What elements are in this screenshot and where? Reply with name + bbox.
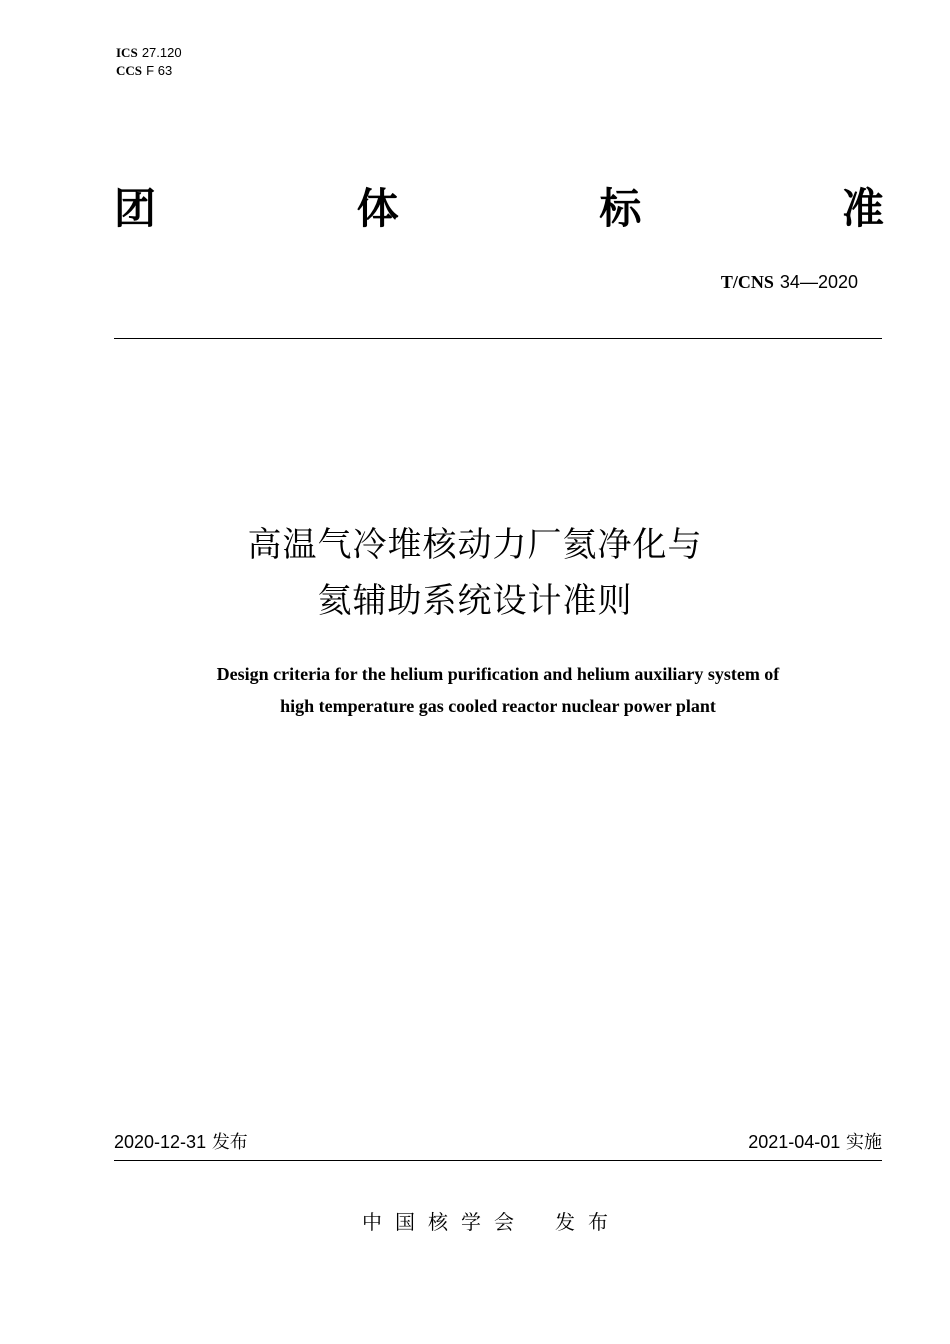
publish-date (114, 1128, 248, 1154)
implement-date (748, 1128, 882, 1154)
title-chinese-line-1: 高温气冷堆核动力厂氦净化与 (247, 525, 703, 565)
publish-date-label: 发布 (211, 1132, 248, 1153)
title-english-line-1: Design criteria for the helium purification and helium auxiliary system of (216, 664, 780, 684)
classification-codes (116, 44, 182, 80)
top-divider (114, 338, 882, 339)
issuing-organization (362, 1206, 621, 1235)
doc-type-char: 团 (114, 184, 157, 233)
doc-type-char: 标 (599, 184, 642, 233)
publish-date-value: 2020-12-31 (114, 1132, 207, 1152)
implement-date-label: 实施 (846, 1132, 882, 1153)
document-type-heading (114, 180, 884, 238)
issuer-action: 发布 (555, 1210, 621, 1234)
ccs-value: F 63 (146, 63, 173, 78)
doc-type-char: 准 (841, 184, 884, 233)
doc-type-char: 体 (356, 184, 399, 233)
bottom-divider (114, 1160, 882, 1161)
title-english-line-2: high temperature gas cooled reactor nuclear power plant (280, 696, 716, 716)
issuer-name: 中国核学会 (362, 1210, 527, 1234)
ics-value: 27.120 (141, 45, 182, 60)
implement-date-value: 2021-04-01 (748, 1132, 841, 1152)
standard-number-code: 34—2020 (779, 272, 858, 292)
standard-number (721, 272, 858, 293)
ics-code (116, 44, 182, 62)
title-chinese-line-2: 氦辅助系统设计准则 (317, 581, 633, 621)
ics-label: ICS (116, 45, 138, 60)
standard-number-prefix: T/CNS (720, 272, 774, 292)
ccs-label: CCS (116, 63, 143, 78)
ccs-code (116, 62, 182, 80)
